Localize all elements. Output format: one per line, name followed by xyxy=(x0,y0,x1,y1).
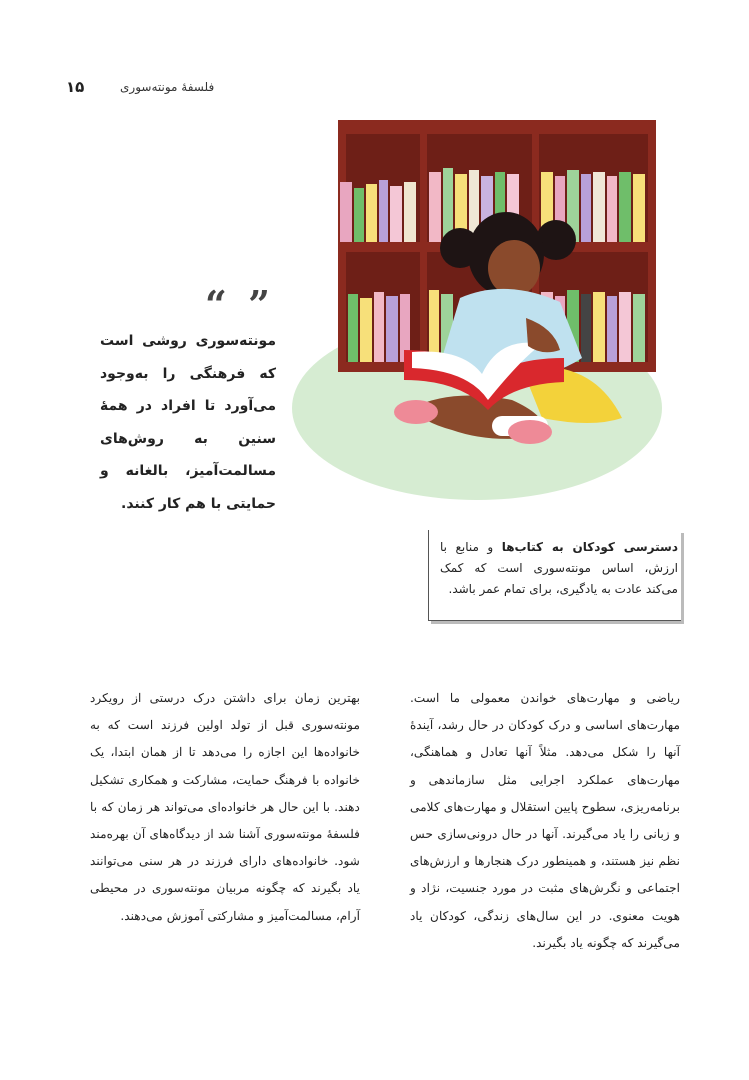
illustration-caption xyxy=(440,537,678,600)
girl-reading-illustration xyxy=(292,118,672,503)
quote-marks-icon: “ ” xyxy=(205,282,274,327)
caption-rest: و منابع با ارزش، اساس مونته‌سوری است که کمک می‌کند عادت به یادگیری، برای تمام عمر باشد. xyxy=(440,540,678,596)
running-title: فلسفهٔ مونته‌سوری xyxy=(120,80,215,94)
page-header xyxy=(66,78,349,100)
caption-bold-phrase: دسترسی کودکان به کتاب‌ها xyxy=(501,540,678,554)
page-number: ۱۵ xyxy=(66,78,85,96)
pull-quote: مونته‌سوری روشی است که فرهنگی را به‌وجود می‌آورد تا افراد در همهٔ سنین به روش‌های مسالمت‌آمیز، بالغانه و حمایتی با هم کار کنند. xyxy=(100,333,276,512)
body-column-right: ریاضی و مهارت‌های خواندن معمولی ما است. مهارت‌های اساسی و درک کودکان در حال رشد، آیندهٔ آنها را شکل می‌دهد. مثلاً آنها تعادل و هماهنگی، مهارت‌های عملکرد اجرایی مثل سازماندهی و برنامه‌ریزی، سطوح پایین استقلال و مهارت‌های کلامی و زبانی را یاد می‌گیرند. آنها در حال درونی‌سازی حس نظم نیز هستند، و همینطور درک هنجارها و ارزش‌های اجتماعی و نگرش‌های مثبت در مورد جنسیت، نژاد و هویت معنوی. در این سال‌های زندگی، کودکان یاد می‌گیرند که چگونه یاد بگیرند. xyxy=(410,691,680,950)
body-column-left: بهترین زمان برای داشتن درک درستی از رویکرد مونته‌سوری قبل از تولد اولین فرزند است که به خانواده‌ها این اجازه را می‌دهد تا از همان ابتدا، یک خانواده با فرهنگ حمایت، مشارکت و همکاری تشکیل دهند. با این حال هر خانواده‌ای می‌تواند هر زمان که با فلسفهٔ مونته‌سوری آشنا شد از دیدگاه‌های آن بهره‌مند شود. خانواده‌های دارای فرزند در هر سنی می‌توانند یاد بگیرند که چگونه مربیان مونته‌سوری در محیطی آرام، مسالمت‌آمیز و مشارکتی آموزش می‌دهند. xyxy=(90,691,360,923)
